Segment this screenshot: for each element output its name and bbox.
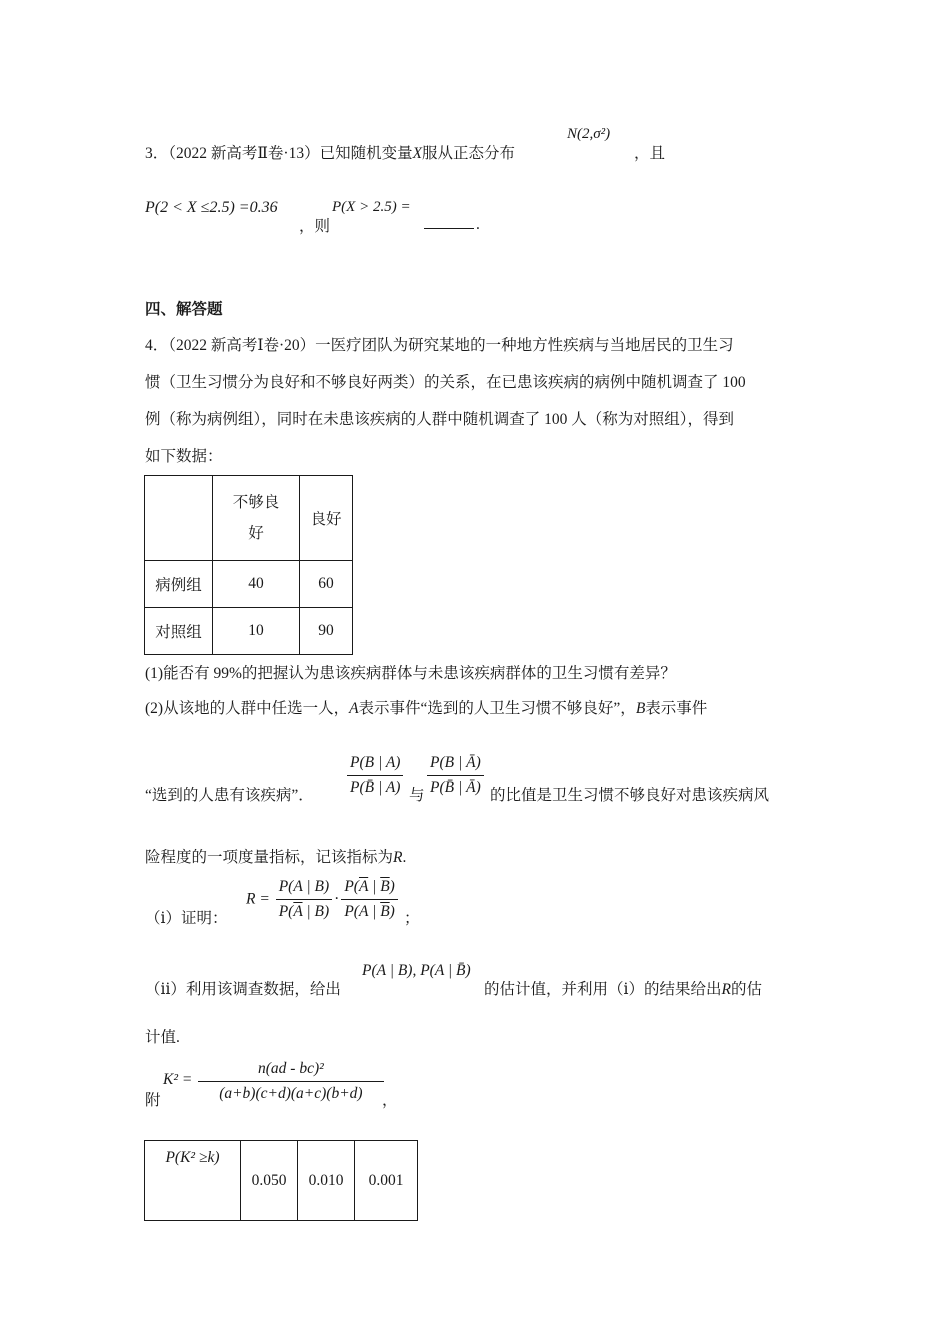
table-cell: 10 (213, 608, 300, 655)
q4-line4: 如下数据： (145, 448, 223, 465)
table-cell: 0.010 (298, 1141, 355, 1221)
chi-square-reference-table (144, 1140, 418, 1221)
sub-ii-b: 的估计值，并利用（ⅰ）的结果给出R的估 (484, 981, 762, 998)
table-cell: 0.001 (355, 1141, 418, 1221)
formula-lhs: K² = (163, 1071, 193, 1088)
table-cell: 0.050 (241, 1141, 298, 1221)
q3-tail: ，且 (634, 145, 666, 162)
sub-ii-a: （ⅱ）利用该调查数据，给出 (145, 981, 341, 998)
q4-part2-d: “选到的人患有该疾病”． (145, 787, 314, 804)
q3-mid: 服从正态分布 (422, 145, 516, 162)
table-row (145, 476, 353, 561)
q4-part1: (1)能否有 99%的把握认为患该疾病群体与未患该疾病群体的卫生习惯有差异？ (145, 665, 676, 682)
q3-prefix: 3．（2022 新高考Ⅱ卷·13）已知随机变量 (145, 145, 413, 162)
table-header-good: 良好 (300, 476, 353, 561)
q4-part2-e: 的比值是卫生习惯不够良好对患该疾病风 (490, 787, 770, 804)
q3-prob-given: P(2 < X ≤2.5) =0.36 (145, 199, 278, 216)
formula-end: ， (382, 1092, 398, 1109)
table-cell: 40 (213, 561, 300, 608)
q3-then: ，则 (299, 218, 331, 235)
section-title: 四、解答题 (145, 301, 223, 318)
q3-end: . (476, 216, 480, 233)
q4-part2-line1: (2)从该地的人群中任选一人，A表示事件“选到的人卫生习惯不够良好”，B表示事件 (145, 700, 708, 717)
q3-answer-blank[interactable] (424, 214, 474, 234)
table-cell: P(K² ≥k) (145, 1141, 241, 1221)
sub-i-label: （ⅰ）证明： (145, 910, 228, 927)
with-text: 与 (409, 787, 425, 804)
table-cell: 病例组 (145, 561, 213, 608)
q4-line2: 惯（卫生习惯分为良好和不够良好两类）的关系，在已患该疾病的病例中随机调查了 100 (145, 374, 746, 391)
table-row (145, 608, 353, 655)
q3-line1 (145, 141, 515, 163)
table-cell: 90 (300, 608, 353, 655)
survey-table (144, 475, 353, 655)
table-cell: 对照组 (145, 608, 213, 655)
sub-i-formula: R = $\frac{P(A | B)}{P(\overline{A} | B)}$ · $\frac{P(\overline{A} | \overline{B})}{P(A | \overline{B})}$ (246, 878, 400, 921)
q3-distribution: N(2,σ²) (567, 126, 611, 142)
table-cell: 60 (300, 561, 353, 608)
q3-prob-ask: P(X > 2.5) = (332, 199, 411, 215)
k-squared-formula: $\frac{\text{n(ad - bc)²}}{(a+b)(c+d)(a+c)(b+d)}$ (196, 1060, 386, 1103)
table-header-not-good: 不够良 好 (213, 476, 300, 561)
sub-ii-d: 计值. (145, 1029, 180, 1046)
fraction-2: $\frac{P(B | Ā)}{P(B̄ | Ā)}$ (425, 754, 486, 797)
q4-line1: 4．（2022 新高考Ⅰ卷·20）一医疗团队为研究某地的一种地方性疾病与当地居民的卫生习 (145, 337, 734, 354)
table-row (145, 561, 353, 608)
q4-line3: 例（称为病例组），同时在未患该疾病的人群中随机调查了 100 人（称为对照组），得到 (145, 411, 735, 428)
table-corner-cell (145, 476, 213, 561)
fraction-1: $\frac{P(B | A)}{P(B̄ | A)}$ (345, 754, 405, 797)
sub-i-end: ； (404, 910, 420, 927)
q4-part2-f: 险程度的一项度量指标，记该指标为R. (145, 849, 407, 866)
appendix-label: 附 (145, 1092, 161, 1109)
q3-var-x: X (412, 145, 423, 162)
sub-ii-expr: P(A | B), P(A | B̄) (362, 962, 471, 979)
table-row (145, 1141, 418, 1221)
